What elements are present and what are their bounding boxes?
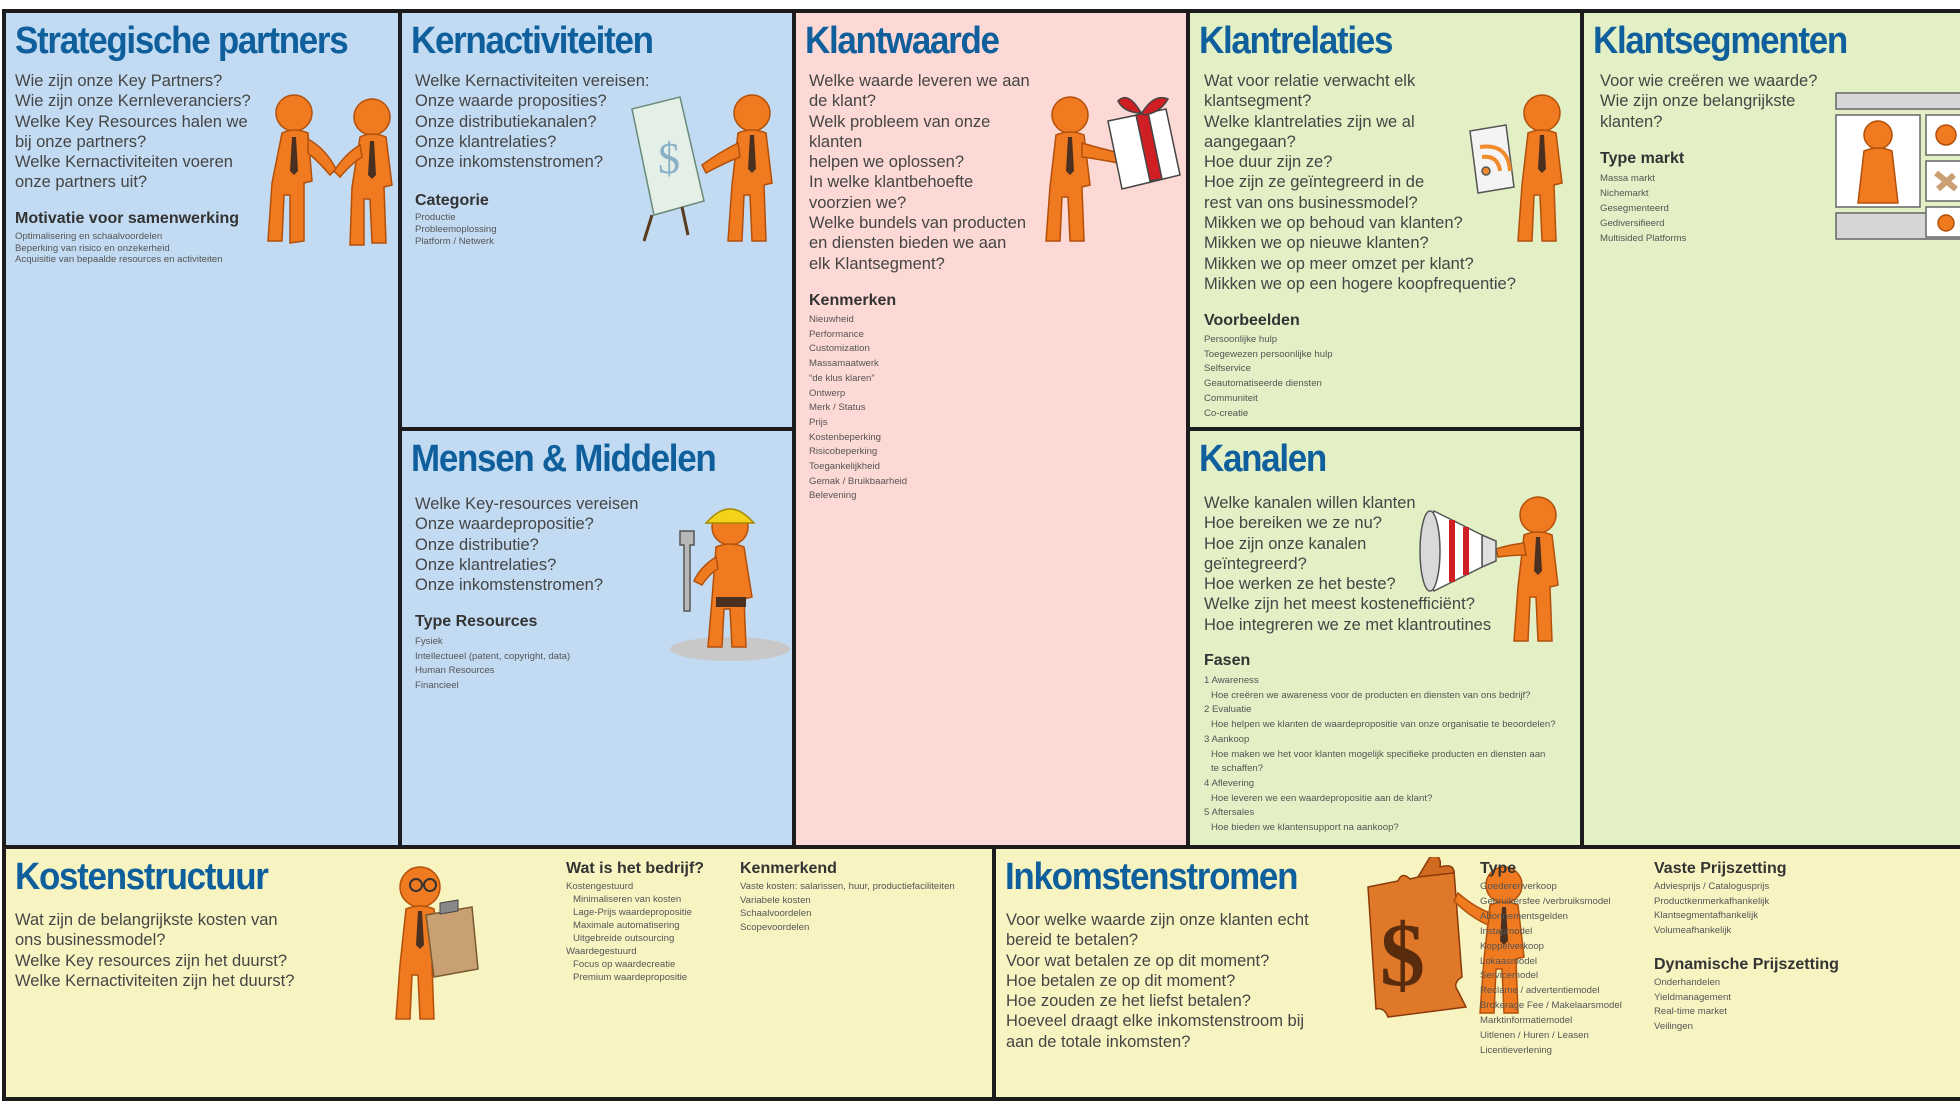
cell-title: Inkomstenstromen: [1005, 856, 1298, 898]
question: Hoeveel draagt elke inkomstenstroom bij: [1006, 1012, 1305, 1031]
phase-detail: Hoe bieden we klantensupport na aankoop?: [1211, 822, 1399, 834]
phase-detail: Hoe helpen we klanten de waardepropositie van onze organisatie te beoordelen?: [1211, 719, 1556, 731]
question: Hoe bereiken we ze nu?: [1204, 514, 1382, 533]
list-item: Probleemoplossing: [415, 224, 497, 235]
question: Onze klantrelaties?: [415, 555, 557, 574]
list-item: Communiteit: [1204, 392, 1258, 404]
question: rest van ons businessmodel?: [1204, 193, 1418, 212]
cell-revenue-streams: [992, 845, 1960, 1101]
list-item: Reclame / advertentiemodel: [1480, 985, 1600, 997]
section-subtitle: Dynamische Prijszetting: [1654, 956, 1839, 973]
list-item: Toegewezen persoonlijke hulp: [1204, 348, 1333, 360]
cell-activities: [398, 9, 796, 431]
question: Hoe werken ze het beste?: [1204, 575, 1396, 594]
megaphone-figure-icon: [1412, 491, 1582, 651]
question: Mikken we op een hogere koopfrequentie?: [1204, 274, 1516, 293]
question: Mikken we op nieuwe klanten?: [1204, 234, 1429, 253]
gift-figure-icon: [1036, 91, 1186, 251]
question: Welke zijn het meest kostenefficiënt?: [1204, 595, 1475, 614]
phase-label: 2 Evaluatie: [1204, 704, 1252, 716]
item-list: [1654, 880, 1769, 939]
list-item: Multisided Platforms: [1600, 233, 1687, 244]
question: Mikken we op behoud van klanten?: [1204, 214, 1463, 233]
question: Welke Kernactiviteiten voeren: [15, 153, 233, 172]
list-item: Fysiek: [415, 636, 443, 647]
clipboard-figure-icon: [376, 859, 486, 1029]
list-item: Platform / Netwerk: [415, 236, 494, 247]
list-item: Uitgebreide outsourcing: [573, 933, 675, 944]
section-subtitle: Type markt: [1600, 150, 1685, 167]
question: voorzien we?: [809, 193, 907, 212]
list-item: Nichemarkt: [1600, 188, 1649, 199]
newspaper-figure-icon: [1462, 91, 1582, 251]
question: geïntegreerd?: [1204, 554, 1307, 573]
list-item: Human Resources: [415, 665, 495, 677]
list-item: Ontwerp: [809, 387, 846, 399]
cell-title: Klantwaarde: [805, 20, 999, 62]
cell-title: Kostenstructuur: [15, 856, 268, 898]
question: elk Klantsegment?: [809, 254, 945, 273]
list-item: Abonnementsgelden: [1480, 910, 1569, 922]
question: Welk probleem van onze: [809, 112, 991, 131]
question: Voor welke waarde zijn onze klanten echt: [1006, 911, 1309, 929]
list-item: Adviesprijs / Catalogusprijs: [1654, 881, 1770, 892]
question: Welke klantrelaties zijn we al: [1204, 112, 1415, 131]
section-subtitle: Kenmerken: [809, 292, 897, 309]
list-item: Marktinformatiemodel: [1480, 1015, 1573, 1027]
list-item: Kostenbeperking: [809, 431, 882, 443]
list-item: Selfservice: [1204, 363, 1251, 375]
list-item: Licentieverlening: [1480, 1044, 1552, 1056]
list-item: Lage-Prijs waardepropositie: [573, 907, 692, 918]
list-item: Merk / Status: [809, 402, 866, 414]
list-item: Real-time market: [1654, 1006, 1728, 1018]
list-item: Massamaatwerk: [809, 358, 879, 370]
list-item: Premium waardepropositie: [573, 972, 688, 983]
question-list: [15, 910, 294, 991]
list-item: Vaste kosten: salarissen, huur, productiefaciliteiten: [740, 881, 955, 892]
question: Onze inkomstenstromen?: [415, 576, 604, 595]
question: Welke waarde leveren we aan: [809, 72, 1030, 90]
question: Wie zijn onze belangrijkste: [1600, 92, 1796, 111]
question: Wie zijn onze Key Partners?: [15, 72, 223, 90]
question-list: [809, 71, 1030, 274]
section-subtitle: Categorie: [415, 192, 489, 209]
item-list: [415, 635, 570, 694]
cell-title: Klantrelaties: [1199, 20, 1393, 62]
cell-value-proposition: [792, 9, 1190, 849]
question: klanten: [809, 132, 863, 151]
list-item: Prijs: [809, 416, 828, 428]
list-item: Financieel: [415, 680, 459, 692]
question: klantsegment?: [1204, 92, 1312, 111]
cell-title: Kernactiviteiten: [411, 20, 653, 62]
list-item: Customization: [809, 343, 870, 355]
list-item: Gesegmenteerd: [1600, 203, 1669, 214]
question: Welke Kernactiviteiten vereisen:: [415, 72, 650, 90]
question: Onze distributie?: [415, 535, 539, 554]
item-list: [1600, 171, 1686, 246]
svg-text:$: $: [658, 134, 680, 183]
question: bij onze partners?: [15, 132, 147, 151]
list-item: Variabele kosten: [740, 894, 811, 906]
item-list: [15, 231, 222, 266]
question: Onze distributiekanalen?: [415, 112, 597, 131]
list-item: Gemak / Bruikbaarheid: [809, 475, 908, 487]
phase-detail: te schaffen?: [1211, 763, 1264, 775]
phase-detail: Hoe creëren we awareness voor de producten en diensten van ons bedrijf?: [1211, 689, 1531, 701]
list-item: Productkenmerkafhankelijk: [1654, 895, 1770, 907]
question: Voor wat betalen ze op dit moment?: [1006, 951, 1270, 970]
cell-title: Kanalen: [1199, 438, 1326, 480]
phase-label: 4 Aflevering: [1204, 777, 1255, 789]
question: Welke Key resources zijn het duurst?: [15, 951, 288, 970]
question: Wat voor relatie verwacht elk: [1204, 72, 1416, 90]
phase-detail: Hoe leveren we een waardepropositie aan de klant?: [1211, 792, 1433, 804]
phase-detail: Hoe maken we het voor klanten mogelijk specifieke producten en diensten aan: [1211, 748, 1546, 760]
list-item: Kostengestuurd: [566, 881, 634, 892]
phase-list: [1204, 674, 1556, 836]
question-list: [415, 71, 649, 172]
cell-title: Strategische partners: [15, 20, 348, 62]
list-item: Geautomatiseerde diensten: [1204, 378, 1322, 390]
question-list: [1600, 71, 1817, 132]
question: Onze waardepropositie?: [415, 515, 594, 534]
question: Welke Key Resources halen we: [15, 112, 248, 131]
list-item: Risicobeperking: [809, 446, 878, 458]
list-item: Nieuwheid: [809, 314, 854, 325]
question: Wat zijn de belangrijkste kosten van: [15, 911, 278, 929]
list-item: Co-creatie: [1204, 407, 1249, 419]
svg-text:$: $: [1380, 906, 1425, 1005]
question: Hoe betalen ze op dit moment?: [1006, 971, 1236, 990]
list-item: Instapmodel: [1480, 925, 1533, 937]
section-subtitle: Voorbeelden: [1204, 312, 1300, 329]
list-item: Brokerage Fee / Makelaarsmodel: [1480, 1000, 1622, 1012]
question: de klant?: [809, 92, 876, 111]
list-item: Belevening: [809, 490, 857, 502]
section-subtitle: Fasen: [1204, 652, 1251, 669]
item-list: [809, 313, 907, 504]
question: Hoe zouden ze het liefst betalen?: [1006, 992, 1251, 1011]
cell-partners: [2, 9, 402, 849]
question: Onze waarde proposities?: [415, 92, 607, 111]
list-item: Intellectueel (patent, copyright, data): [415, 650, 571, 662]
item-list: [1480, 880, 1622, 1059]
question: onze partners uit?: [15, 173, 148, 192]
cell-customer-segments: [1580, 9, 1960, 849]
question: Hoe zijn ze geïntegreerd in de: [1204, 173, 1425, 192]
list-item: Goederenverkoop: [1480, 881, 1557, 892]
list-item: Massa markt: [1600, 173, 1655, 184]
list-item: Veilingen: [1654, 1021, 1693, 1033]
list-item: Servicemodel: [1480, 970, 1539, 982]
list-item: “de klus klaren”: [809, 372, 875, 384]
question: ons businessmodel?: [15, 931, 166, 950]
list-item: Waardegestuurd: [566, 946, 637, 957]
question: Voor wie creëren we waarde?: [1600, 72, 1818, 90]
question: Wie zijn onze Kernleveranciers?: [15, 92, 251, 111]
question: Welke bundels van producten: [809, 214, 1027, 233]
cell-title: Klantsegmenten: [1593, 20, 1847, 62]
list-item: Yieldmanagement: [1654, 991, 1731, 1003]
list-item: Maximale automatisering: [573, 920, 680, 931]
list-item: Minimaliseren van kosten: [573, 894, 682, 905]
list-item: Productie: [415, 212, 456, 223]
phase-label: 5 Aftersales: [1204, 807, 1255, 819]
banknote-figure-icon: [622, 91, 792, 251]
phase-label: 3 Aankoop: [1204, 733, 1250, 745]
section-subtitle: Kenmerkend: [740, 860, 837, 877]
question: helpen we oplossen?: [809, 153, 965, 172]
list-item: Gebruikersfee /verbruiksmodel: [1480, 895, 1611, 907]
cell-title: Mensen & Middelen: [411, 438, 716, 480]
section-subtitle: Type: [1480, 860, 1517, 877]
cell-customer-relationships: [1186, 9, 1584, 431]
worker-figure-icon: [660, 501, 790, 661]
cell-resources: [398, 427, 796, 849]
question: Welke Key-resources vereisen: [415, 495, 639, 513]
list-item: Onderhandelen: [1654, 977, 1721, 988]
section-subtitle: Wat is het bedrijf?: [566, 860, 705, 877]
section-subtitle: Type Resources: [415, 613, 538, 630]
list-item: Lokaasmodel: [1480, 955, 1538, 967]
section-subtitle: Vaste Prijszetting: [1654, 860, 1787, 877]
list-item: Toegankelijkheid: [809, 461, 880, 473]
question: aan de totale inkomsten?: [1006, 1032, 1191, 1051]
item-list: [1204, 333, 1333, 421]
question-list: [1006, 910, 1309, 1052]
question-list: [15, 71, 251, 193]
cell-cost-structure: [2, 845, 996, 1101]
list-item: Beperking van risico en onzekerheid: [15, 242, 170, 254]
question: bereid te betalen?: [1006, 931, 1139, 950]
list-item: Persoonlijke hulp: [1204, 334, 1278, 345]
question: aangegaan?: [1204, 132, 1296, 151]
list-item: Scopevoordelen: [740, 921, 810, 933]
question: Hoe zijn onze kanalen: [1204, 534, 1367, 553]
section-subtitle: Motivatie voor samenwerking: [15, 210, 240, 227]
question: Onze klantrelaties?: [415, 132, 557, 151]
list-item: Schaalvoordelen: [740, 908, 812, 920]
question: Welke kanalen willen klanten: [1204, 494, 1416, 512]
photo-board-figure-icon: [1828, 85, 1960, 245]
list-item: Uitlenen / Huren / Leasen: [1480, 1030, 1589, 1042]
list-item: Optimalisering en schaalvoordelen: [15, 231, 163, 242]
handshake-figures-icon: [264, 91, 402, 251]
item-list: [566, 880, 692, 984]
list-item: Gediversifieerd: [1600, 218, 1665, 229]
list-item: Volumeafhankelijk: [1654, 925, 1732, 937]
item-list: [1654, 976, 1731, 1035]
item-list: [740, 880, 955, 934]
list-item: Klantsegmentafhankelijk: [1654, 910, 1758, 922]
question: Welke Kernactiviteiten zijn het duurst?: [15, 971, 295, 990]
question: Hoe duur zijn ze?: [1204, 153, 1333, 172]
phase-label: 1 Awareness: [1204, 675, 1259, 686]
question: In welke klantbehoefte: [809, 173, 974, 192]
cell-channels: [1186, 427, 1584, 849]
question: Hoe integreren we ze met klantroutines: [1204, 615, 1492, 634]
list-item: Performance: [809, 328, 864, 340]
list-item: Focus op waardecreatie: [573, 959, 676, 970]
question: Mikken we op meer omzet per klant?: [1204, 254, 1474, 273]
item-list: [415, 212, 497, 248]
question: en diensten bieden we aan: [809, 234, 1007, 253]
question-list: [415, 494, 638, 595]
list-item: Koppelverkoop: [1480, 940, 1545, 952]
question: klanten?: [1600, 112, 1663, 131]
question: Onze inkomstenstromen?: [415, 153, 604, 172]
list-item: Acquisitie van bepaalde resources en activiteiten: [15, 254, 223, 265]
